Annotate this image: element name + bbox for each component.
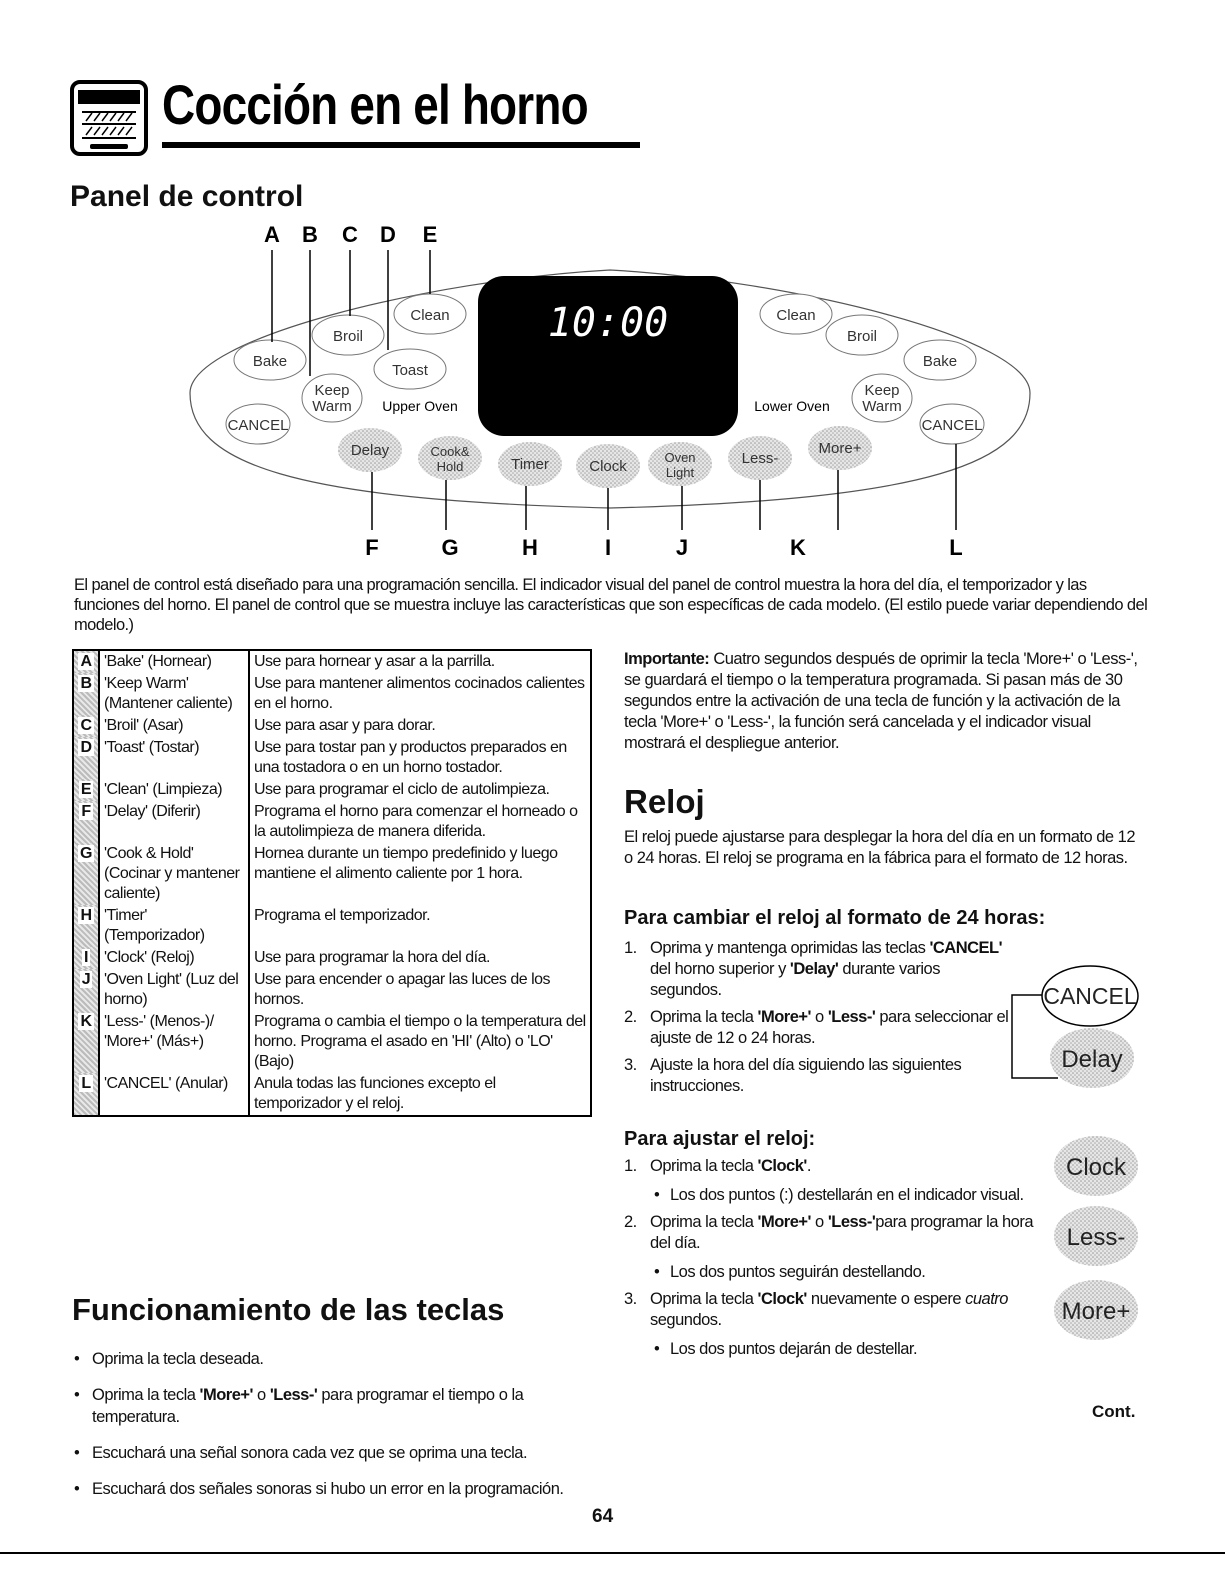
- keep-warm-key-left-1[interactable]: Keep: [314, 382, 350, 399]
- label-l: L: [949, 535, 963, 560]
- broil-key-left[interactable]: Broil: [332, 328, 364, 345]
- keep-warm-key-right-2[interactable]: Warm: [862, 398, 902, 415]
- clean-key-right[interactable]: Clean: [776, 307, 816, 324]
- oven-light-key-2[interactable]: Light: [665, 465, 695, 480]
- list-item: • Escuchará dos señales sonoras si hubo un error en la programación.: [72, 1478, 592, 1500]
- table-row: [73, 1073, 591, 1116]
- table-row: [73, 905, 591, 947]
- key-description: Anula todas las funciones excepto el temporizador y el reloj.: [254, 1075, 496, 1112]
- key-description: Use para encender o apagar las luces de los hornos.: [254, 971, 551, 1008]
- side-clock-key: Clock: [1065, 1154, 1127, 1181]
- label-f: F: [365, 535, 379, 560]
- table-row: [73, 947, 591, 969]
- key-name: 'Toast' (Tostar): [99, 737, 249, 779]
- label-g: G: [441, 535, 459, 560]
- key-name: 'Timer' (Temporizador): [99, 905, 249, 947]
- key-description: Use para tostar pan y productos preparados en una tostadora o en un horno tostador.: [254, 739, 567, 776]
- table-row: [73, 673, 591, 715]
- table-row: [73, 715, 591, 737]
- key-name: 'Broil' (Asar): [99, 715, 249, 737]
- bottom-rule: [0, 1552, 1225, 1554]
- key-letter: B: [80, 675, 92, 692]
- oven-light-key-1[interactable]: Oven: [664, 450, 696, 465]
- table-row: [73, 779, 591, 801]
- label-h: H: [522, 535, 538, 560]
- list-item: 2. Oprima la tecla 'More+' o 'Less-' para seleccionar el ajuste de 12 o 24 horas.: [624, 1008, 1009, 1047]
- reloj-heading: Reloj: [624, 783, 705, 820]
- key-letter: K: [80, 1013, 92, 1030]
- ajustar-steps: [624, 1156, 1044, 1366]
- key-description: Programa el temporizador.: [254, 907, 431, 924]
- key-letter: H: [80, 907, 92, 924]
- key-letter: A: [80, 653, 92, 670]
- side-delay-key: Delay: [1061, 1046, 1123, 1073]
- format-24-heading: Para cambiar el reloj al formato de 24 horas:: [624, 907, 1046, 929]
- less-key[interactable]: Less-: [741, 450, 779, 467]
- table-row: [73, 650, 591, 673]
- page-header: [70, 68, 588, 163]
- table-row: [73, 801, 591, 843]
- func-list: [72, 1348, 592, 1514]
- key-letter: E: [80, 781, 92, 798]
- side-cancel-key: CANCEL: [1043, 983, 1137, 1009]
- table-row: [73, 737, 591, 779]
- bake-key-left[interactable]: Bake: [252, 353, 288, 370]
- keys-table: [72, 649, 592, 1117]
- page-title: Cocción en el horno: [162, 73, 588, 136]
- reloj-intro: El reloj puede ajustarse para desplegar la hora del día en un formato de 12 o 24 horas. El reloj se programa en la fábrica para el formato de 12 horas.: [624, 828, 1136, 867]
- key-name: 'CANCEL' (Anular): [99, 1073, 249, 1116]
- list-item: • Oprima la tecla deseada.: [72, 1348, 592, 1370]
- side-more-key: More+: [1061, 1298, 1131, 1325]
- display-time: 10:00: [547, 300, 669, 346]
- key-name: 'Clean' (Limpieza): [99, 779, 249, 801]
- timer-key[interactable]: Timer: [511, 456, 549, 473]
- label-e: E: [422, 222, 438, 247]
- importante-note: Importante: Cuatro segundos después de oprimir la tecla 'More+' o 'Less-', se guardará el tiempo o la temperatura programada. Si pasan más de 30 segundos entre la activación de una tecla de función y la activación de la tecla 'More+' o 'Less-', la función será cancelada y el indicador visual mostrará el despliegue anterior.: [624, 650, 1138, 752]
- key-name: 'Delay' (Diferir): [99, 801, 249, 843]
- func-heading: Funcionamiento de las teclas: [72, 1292, 505, 1327]
- key-letter: F: [81, 803, 91, 820]
- table-row: [73, 1011, 591, 1073]
- key-letter: G: [80, 845, 92, 862]
- label-b: B: [302, 222, 318, 247]
- key-name: 'Clock' (Reloj): [99, 947, 249, 969]
- intro-paragraph: El panel de control está diseñado para una programación sencilla. El indicador visual del panel de control muestra la hora del día, el temporizador y las funciones del horno. El panel de control que se muestra incluye las características que son específicas de cada modelo. (El estilo puede variar dependiendo del modelo.): [74, 576, 1148, 634]
- key-letter: I: [84, 949, 88, 966]
- table-row: [73, 843, 591, 905]
- label-k: K: [790, 535, 806, 560]
- key-description: Hornea durante un tiempo predefinido y luego mantiene el alimento caliente por 1 hora.: [254, 845, 558, 882]
- key-description: Programa o cambia el tiempo o la temperatura del horno. Programa el asado en 'HI' (Alto) o 'LO' (Bajo): [254, 1013, 586, 1070]
- clean-key-left[interactable]: Clean: [410, 307, 450, 324]
- broil-key-right[interactable]: Broil: [846, 328, 878, 345]
- label-d: D: [380, 222, 396, 247]
- cook-hold-key-2[interactable]: Hold: [436, 459, 464, 474]
- keep-warm-key-left-2[interactable]: Warm: [312, 398, 352, 415]
- list-item: • Oprima la tecla 'More+' o 'Less-' para programar el tiempo o la temperatura.: [72, 1384, 592, 1428]
- side-less-key: Less-: [1066, 1224, 1126, 1251]
- title-underline: [162, 142, 640, 148]
- cancel-key-right[interactable]: CANCEL: [921, 417, 983, 434]
- key-description: Use para hornear y asar a la parrilla.: [254, 653, 495, 670]
- key-name: 'Bake' (Hornear): [99, 650, 249, 673]
- ajustar-heading: Para ajustar el reloj:: [624, 1128, 816, 1150]
- key-name: 'Less-' (Menos-)/ 'More+' (Más+): [99, 1011, 249, 1073]
- cancel-key-left[interactable]: CANCEL: [227, 417, 289, 434]
- key-description: Use para programar la hora del día.: [254, 949, 490, 966]
- bake-key-right[interactable]: Bake: [922, 353, 958, 370]
- delay-key[interactable]: Delay: [350, 442, 390, 459]
- key-letter: D: [80, 739, 92, 756]
- continued-label: Cont.: [1092, 1402, 1136, 1421]
- more-key[interactable]: More+: [818, 440, 862, 457]
- key-description: Programa el horno para comenzar el horneado o la autolimpieza de manera diferida.: [254, 803, 578, 840]
- key-description: Use para mantener alimentos cocinados calientes en el horno.: [254, 675, 585, 712]
- key-name: 'Oven Light' (Luz del horno): [99, 969, 249, 1011]
- toast-key-left[interactable]: Toast: [392, 362, 428, 379]
- keep-warm-key-right-1[interactable]: Keep: [864, 382, 900, 399]
- upper-oven-label: Upper Oven: [382, 398, 458, 414]
- panel-heading: Panel de control: [70, 180, 304, 213]
- list-item: 3. Ajuste la hora del día siguiendo las siguientes instrucciones.: [624, 1056, 962, 1095]
- key-letter: L: [81, 1075, 91, 1092]
- key-name: 'Cook & Hold' (Cocinar y mantener caliente): [99, 843, 249, 905]
- lower-oven-label: Lower Oven: [754, 398, 830, 414]
- list-item: 3. Oprima la tecla 'Clock' nuevamente o espere cuatro segundos. • Los dos puntos dejarán de destellar.: [624, 1289, 1044, 1360]
- table-row: [73, 969, 591, 1011]
- clock-key[interactable]: Clock: [589, 458, 627, 475]
- label-j: J: [675, 535, 689, 560]
- label-a: A: [264, 222, 280, 247]
- key-description: Use para programar el ciclo de autolimpieza.: [254, 781, 550, 798]
- list-item: • Escuchará una señal sonora cada vez que se oprima una tecla.: [72, 1442, 592, 1464]
- key-description: Use para asar y para dorar.: [254, 717, 436, 734]
- list-item: 1. Oprima y mantenga oprimidas las teclas 'CANCEL' del horno superior y 'Delay' durante varios segundos.: [624, 939, 1003, 999]
- key-letter: C: [80, 717, 92, 734]
- label-c: C: [342, 222, 358, 247]
- cook-hold-key-1[interactable]: Cook&: [430, 444, 470, 459]
- side-key-illustrations: [1000, 960, 1160, 1360]
- control-panel-diagram: [170, 218, 1050, 563]
- key-name: 'Keep Warm' (Mantener caliente): [99, 673, 249, 715]
- list-item: 1. Oprima la tecla 'Clock'. • Los dos puntos (:) destellarán en el indicador visual.: [624, 1156, 1044, 1206]
- label-i: I: [604, 535, 612, 560]
- page-number: 64: [592, 1506, 614, 1527]
- key-letter: J: [81, 971, 91, 988]
- list-item: 2. Oprima la tecla 'More+' o 'Less-'para programar la hora del día. • Los dos puntos seguirán destellando.: [624, 1212, 1044, 1283]
- oven-icon: [70, 80, 148, 158]
- format-24-steps: [624, 938, 1014, 1103]
